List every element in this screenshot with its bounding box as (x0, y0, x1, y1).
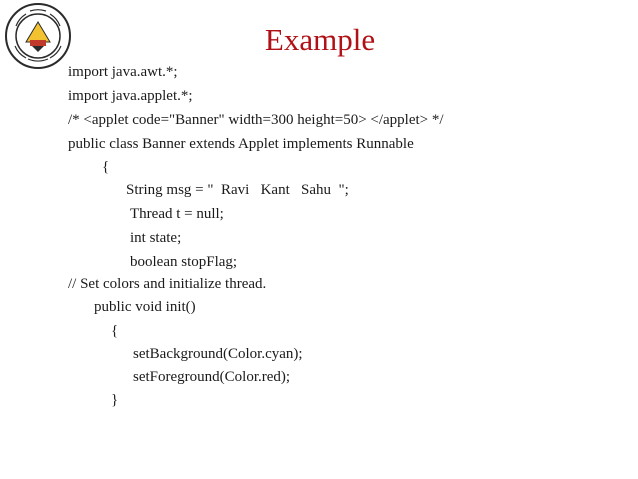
code-line: String msg = " Ravi Kant Sahu "; (126, 182, 349, 198)
code-line: setBackground(Color.cyan); (133, 346, 303, 362)
code-line: setForeground(Color.red); (133, 369, 291, 385)
code-line: public class Banner extends Applet implements Runnable (68, 136, 414, 152)
code-line: int state; (130, 230, 182, 246)
code-line: /* <applet code="Banner" width=300 height=50> </applet> */ (68, 112, 444, 128)
code-line: import java.awt.*; (68, 64, 178, 80)
code-line: Thread t = null; (130, 206, 224, 222)
code-line: { (102, 159, 110, 175)
code-line: } (111, 392, 119, 408)
slide-title: Example (264, 22, 376, 57)
code-line: // Set colors and initialize thread. (68, 276, 267, 292)
code-line: boolean stopFlag; (130, 254, 238, 270)
code-line: import java.applet.*; (68, 88, 193, 104)
code-line: { (111, 323, 119, 339)
code-line: public void init() (94, 299, 196, 315)
